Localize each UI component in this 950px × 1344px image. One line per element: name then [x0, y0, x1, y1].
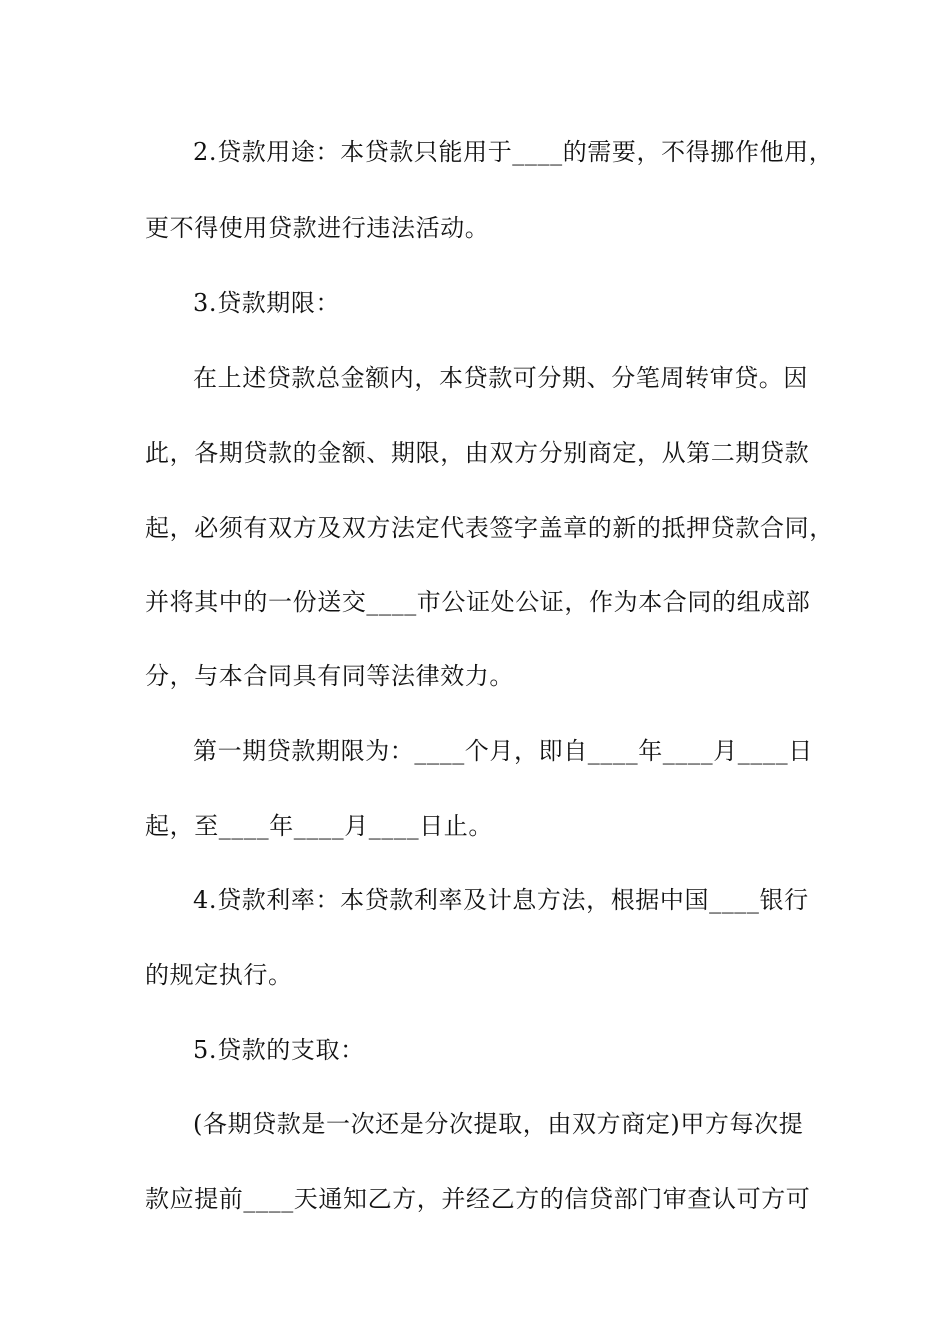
- text-line: 4.贷款利率：本贷款利率及计息方法，根据中国____银行: [193, 886, 809, 914]
- text-line: 起，必须有双方及双方法定代表签字盖章的新的抵押贷款合同，: [145, 514, 834, 542]
- text-line: 在上述贷款总金额内，本贷款可分期、分笔周转审贷。因: [193, 364, 808, 392]
- text-line: 更不得使用贷款进行违法活动。: [145, 214, 490, 242]
- text-line: (各期贷款是一次还是分次提取，由双方商定)甲方每次提: [193, 1110, 804, 1138]
- text-line: 起，至____年____月____日止。: [145, 812, 493, 840]
- text-line: 的规定执行。: [145, 961, 293, 989]
- text-line: 分，与本合同具有同等法律效力。: [145, 662, 514, 690]
- text-line: 2.贷款用途：本贷款只能用于____的需要，不得挪作他用，: [193, 138, 834, 166]
- text-line: 第一期贷款期限为：____个月，即自____年____月____日: [193, 737, 813, 765]
- text-line: 3.贷款期限：: [193, 289, 341, 317]
- text-line: 款应提前____天通知乙方，并经乙方的信贷部门审查认可方可: [145, 1185, 811, 1213]
- text-line: 5.贷款的支取：: [193, 1036, 365, 1064]
- text-line: 并将其中的一份送交____市公证处公证，作为本合同的组成部: [145, 588, 811, 616]
- text-line: 此，各期贷款的金额、期限，由双方分别商定，从第二期贷款: [145, 439, 810, 467]
